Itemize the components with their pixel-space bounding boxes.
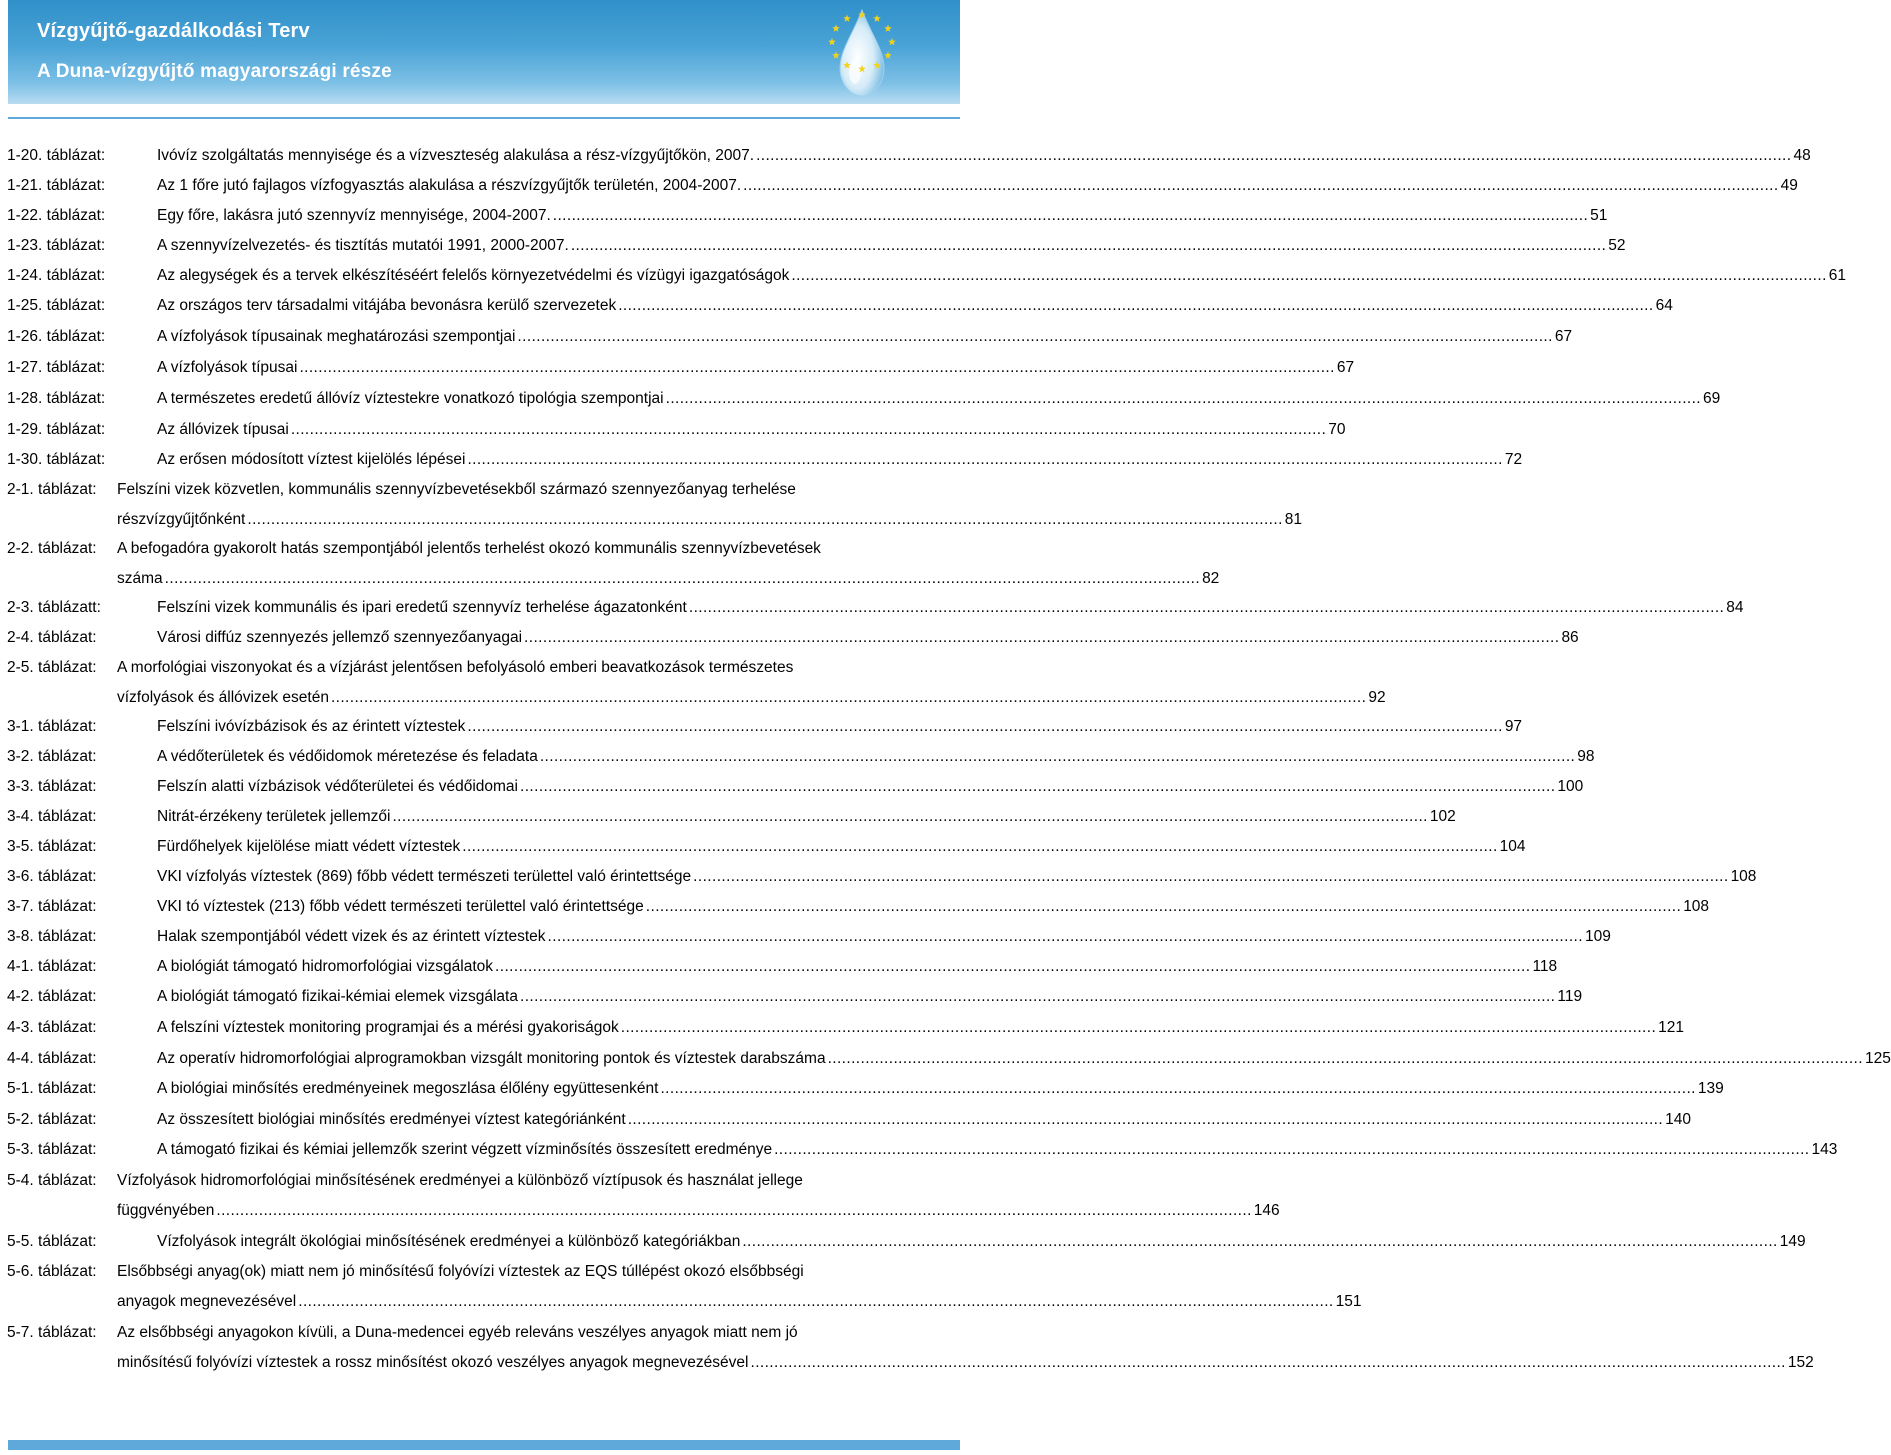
toc-entry-title: függvényében bbox=[117, 1202, 215, 1219]
toc-entry[interactable] bbox=[7, 450, 1523, 470]
toc-entry[interactable] bbox=[7, 1323, 1814, 1373]
toc-entry-label: 1-22. táblázat: bbox=[7, 207, 106, 224]
dot-leader: ............................................................................................................................................................................................................................ bbox=[519, 988, 1556, 1005]
toc-entry-title: minősítésű folyóvízi víztestek a rossz minősítést okozó veszélyes anyagok megnevezésével bbox=[117, 1354, 749, 1371]
document-title: Vízgyűjtő-gazdálkodási Terv bbox=[37, 20, 310, 42]
toc-entry-title: A morfológiai viszonyokat és a vízjárást jelentősen befolyásoló emberi beavatkozások természetes bbox=[117, 659, 794, 676]
dot-leader: ............................................................................................................................................................................................................................ bbox=[774, 1141, 1810, 1158]
toc-entry-label: 1-23. táblázat: bbox=[7, 237, 106, 254]
toc-entry-page: 49 bbox=[1780, 177, 1798, 194]
toc-entry-title: Városi diffúz szennyezés jellemző szennyezőanyagai bbox=[157, 629, 523, 646]
dot-leader: ............................................................................................................................................................................................................................ bbox=[742, 1233, 1778, 1250]
toc-entry-title: A biológiát támogató hidromorfológiai vizsgálatok bbox=[157, 958, 494, 975]
dot-leader: ............................................................................................................................................................................................................................ bbox=[164, 570, 1201, 587]
toc-entry-title: Vízfolyások integrált ökológiai minősítésének eredményei a különböző kategóriákban bbox=[157, 1233, 741, 1250]
toc-entry-label: 4-2. táblázat: bbox=[7, 988, 97, 1005]
toc-entry-label: 2-4. táblázat: bbox=[7, 629, 97, 646]
toc-entry-title: száma bbox=[117, 570, 163, 587]
toc-entry[interactable] bbox=[7, 628, 1579, 648]
toc-entry[interactable] bbox=[7, 327, 1573, 347]
toc-entry[interactable] bbox=[7, 1140, 1838, 1160]
toc-entry-label: 3-1. táblázat: bbox=[7, 718, 97, 735]
dot-leader: ............................................................................................................................................................................................................................ bbox=[330, 689, 1367, 706]
dot-leader: ............................................................................................................................................................................................................................ bbox=[392, 808, 1428, 825]
toc-entry-page: 48 bbox=[1793, 147, 1811, 164]
toc-entry-page: 125 bbox=[1864, 1050, 1891, 1067]
toc-entry[interactable] bbox=[7, 1262, 1362, 1312]
toc-entry[interactable] bbox=[7, 957, 1558, 977]
toc-entry-title: A vízfolyások típusainak meghatározási szempontjai bbox=[157, 328, 516, 345]
toc-entry-page: 104 bbox=[1499, 838, 1526, 855]
toc-entry[interactable] bbox=[7, 807, 1456, 827]
toc-entry-page: 100 bbox=[1557, 778, 1584, 795]
toc-entry-label: 3-7. táblázat: bbox=[7, 898, 97, 915]
toc-entry-label: 3-6. táblázat: bbox=[7, 868, 97, 885]
dot-leader: ............................................................................................................................................................................................................................ bbox=[462, 838, 1498, 855]
toc-entry[interactable] bbox=[7, 897, 1710, 917]
toc-entry[interactable] bbox=[7, 717, 1523, 737]
dot-leader: ............................................................................................................................................................................................................................ bbox=[645, 898, 1682, 915]
toc-entry-page: 69 bbox=[1703, 390, 1721, 407]
toc-entry[interactable] bbox=[7, 1049, 1891, 1069]
toc-entry[interactable] bbox=[7, 1018, 1685, 1038]
toc-entry-page: 121 bbox=[1658, 1019, 1685, 1036]
toc-entry[interactable] bbox=[7, 1171, 1280, 1221]
dot-leader: ............................................................................................................................................................................................................................ bbox=[627, 1111, 1664, 1128]
toc-entry-title: vízfolyások és állóvizek esetén bbox=[117, 689, 329, 706]
toc-entry-page: 98 bbox=[1577, 748, 1595, 765]
toc-entry-page: 61 bbox=[1828, 267, 1847, 284]
toc-entry-label: 4-4. táblázat: bbox=[7, 1050, 97, 1067]
toc-entry-page: 108 bbox=[1730, 868, 1757, 885]
toc-entry-page: 81 bbox=[1284, 511, 1303, 528]
toc-entry-label: 1-21. táblázat: bbox=[7, 177, 106, 194]
toc-entry-label: 4-1. táblázat: bbox=[7, 958, 97, 975]
toc-entry-label: 5-7. táblázat: bbox=[7, 1324, 97, 1341]
toc-entry[interactable] bbox=[7, 867, 1757, 887]
dot-leader: ............................................................................................................................................................................................................................ bbox=[467, 718, 1503, 735]
toc-entry-title: Nitrát-érzékeny területek jellemzői bbox=[157, 808, 391, 825]
toc-entry-label: 1-28. táblázat: bbox=[7, 390, 106, 407]
toc-entry-title: A biológiai minősítés eredményeinek megoszlása élőlény együttesenként bbox=[157, 1080, 659, 1097]
toc-entry-label: 4-3. táblázat: bbox=[7, 1019, 97, 1036]
dot-leader: ............................................................................................................................................................................................................................ bbox=[693, 868, 1729, 885]
toc-entry-page: 70 bbox=[1328, 421, 1346, 438]
dot-leader: ............................................................................................................................................................................................................................ bbox=[620, 1019, 1657, 1036]
toc-entry-page: 92 bbox=[1368, 689, 1386, 706]
toc-entry-label: 2-3. táblázatt: bbox=[7, 599, 101, 616]
toc-entry[interactable] bbox=[7, 206, 1608, 226]
toc-entry-label: 2-2. táblázat: bbox=[7, 540, 97, 557]
toc-entry-label: 5-3. táblázat: bbox=[7, 1141, 97, 1158]
toc-entry-page: 67 bbox=[1336, 359, 1355, 376]
dot-leader: ............................................................................................................................................................................................................................ bbox=[756, 147, 1792, 164]
toc-entry-title: VKI tó víztestek (213) főbb védett természeti területtel való érintettsége bbox=[157, 898, 644, 915]
toc-entry[interactable] bbox=[7, 777, 1584, 797]
toc-entry[interactable] bbox=[7, 658, 1386, 708]
toc-entry-page: 143 bbox=[1811, 1141, 1838, 1158]
toc-entry-title: A természetes eredetű állóvíz víztestekre vonatkozó tipológia szempontjai bbox=[157, 390, 664, 407]
dot-leader: ............................................................................................................................................................................................................................ bbox=[827, 1050, 1863, 1067]
toc-entry-page: 118 bbox=[1532, 958, 1558, 975]
toc-entry-page: 82 bbox=[1202, 570, 1220, 587]
toc-entry-page: 102 bbox=[1429, 808, 1456, 825]
dot-leader: ............................................................................................................................................................................................................................ bbox=[552, 207, 1589, 224]
dot-leader: ............................................................................................................................................................................................................................ bbox=[660, 1080, 1696, 1097]
toc-entry[interactable] bbox=[7, 480, 1303, 530]
dot-leader: ............................................................................................................................................................................................................................ bbox=[524, 629, 1560, 646]
toc-entry-title: Felszíni vizek kommunális és ipari eredetű szennyvíz terhelése ágazatonként bbox=[157, 599, 687, 616]
toc-entry-page: 108 bbox=[1683, 898, 1710, 915]
toc-entry-label: 3-3. táblázat: bbox=[7, 778, 97, 795]
toc-entry[interactable] bbox=[7, 236, 1626, 256]
dot-leader: ............................................................................................................................................................................................................................ bbox=[570, 237, 1607, 254]
toc-entry-label: 5-2. táblázat: bbox=[7, 1111, 97, 1128]
toc-entry-label: 5-5. táblázat: bbox=[7, 1233, 97, 1250]
toc-entry-page: 139 bbox=[1697, 1080, 1724, 1097]
dot-leader: ............................................................................................................................................................................................................................ bbox=[298, 1293, 1334, 1310]
toc-entry-label: 5-1. táblázat: bbox=[7, 1080, 97, 1097]
dot-leader: ............................................................................................................................................................................................................................ bbox=[216, 1202, 1252, 1219]
toc-entry[interactable] bbox=[7, 146, 1811, 166]
dot-leader: ............................................................................................................................................................................................................................ bbox=[495, 958, 1531, 975]
dot-leader: ............................................................................................................................................................................................................................ bbox=[547, 928, 1583, 945]
toc-entry-page: 72 bbox=[1504, 451, 1523, 468]
toc-entry-title: Ivóvíz szolgáltatás mennyisége és a vízveszteség alakulása a rész-vízgyűjtőkön, 2007. bbox=[157, 147, 755, 164]
toc-entry-title: A befogadóra gyakorolt hatás szempontjából jelentős terhelést okozó kommunális szennyvízbevetések bbox=[117, 540, 821, 557]
toc-entry-title: A támogató fizikai és kémiai jellemzők szerint végzett vízminősítés összesített eredménye bbox=[157, 1141, 773, 1158]
toc-entry-title: Egy főre, lakásra jutó szennyvíz mennyisége, 2004-2007. bbox=[157, 207, 551, 224]
toc-entry[interactable] bbox=[7, 1079, 1724, 1099]
toc-entry[interactable] bbox=[7, 747, 1595, 767]
dot-leader: ............................................................................................................................................................................................................................ bbox=[290, 421, 1327, 438]
footer-rule bbox=[8, 1440, 960, 1450]
toc-entry[interactable] bbox=[7, 176, 1798, 196]
toc-entry-title: A vízfolyások típusai bbox=[157, 359, 298, 376]
dot-leader: ............................................................................................................................................................................................................................ bbox=[539, 748, 1576, 765]
toc-entry-label: 1-25. táblázat: bbox=[7, 297, 106, 314]
toc-entry[interactable] bbox=[7, 389, 1721, 409]
toc-entry-title: A felszíni víztestek monitoring programjai és a mérési gyakoriságok bbox=[157, 1019, 619, 1036]
dot-leader: ............................................................................................................................................................................................................................ bbox=[517, 328, 1553, 345]
toc-entry[interactable] bbox=[7, 927, 1611, 947]
toc-entry[interactable] bbox=[7, 539, 1220, 589]
toc-entry-page: 149 bbox=[1779, 1233, 1806, 1250]
toc-entry[interactable] bbox=[7, 837, 1526, 857]
toc-entry-title: VKI vízfolyás víztestek (869) főbb védett természeti területtel való érintettsége bbox=[157, 868, 692, 885]
toc-entry-title: Az országos terv társadalmi vitájába bevonásra kerülő szervezetek bbox=[157, 297, 617, 314]
toc-entry-title: Felszíni vizek közvetlen, kommunális szennyvízbevetésekből származó szennyezőanyag terhelése bbox=[117, 481, 796, 498]
toc-entry-page: 52 bbox=[1608, 237, 1626, 254]
toc-entry-label: 1-26. táblázat: bbox=[7, 328, 106, 345]
toc-entry-label: 5-4. táblázat: bbox=[7, 1172, 97, 1189]
toc-entry[interactable] bbox=[7, 296, 1673, 316]
toc-entry-label: 3-5. táblázat: bbox=[7, 838, 97, 855]
toc-entry-title: Felszíni ivóvízbázisok és az érintett víztestek bbox=[157, 718, 466, 735]
toc-entry-title: Az operatív hidromorfológiai alprogramokban vizsgált monitoring pontok és víztestek darabszáma bbox=[157, 1050, 826, 1067]
toc-entry-label: 2-5. táblázat: bbox=[7, 659, 97, 676]
toc-entry-title: Elsőbbségi anyag(ok) miatt nem jó minősítésű folyóvízi víztestek az EQS túllépést okozó elsőbbségi bbox=[117, 1263, 804, 1280]
toc-entry-title: Az erősen módosított víztest kijelölés lépései bbox=[157, 451, 466, 468]
toc-entry-title: Az összesített biológiai minősítés eredményei víztest kategóriánként bbox=[157, 1111, 626, 1128]
toc-entry-label: 3-4. táblázat: bbox=[7, 808, 97, 825]
toc-entry[interactable] bbox=[7, 1232, 1806, 1252]
toc-entry[interactable] bbox=[7, 987, 1583, 1007]
dot-leader: ............................................................................................................................................................................................................................ bbox=[299, 359, 1335, 376]
toc-entry-title: Halak szempontjából védett vizek és az érintett víztestek bbox=[157, 928, 546, 945]
toc-entry-page: 109 bbox=[1584, 928, 1611, 945]
toc-entry-title: Az 1 főre jutó fajlagos vízfogyasztás alakulása a részvízgyűjtők területén, 2004-2007. bbox=[157, 177, 742, 194]
toc-entry-label: 1-27. táblázat: bbox=[7, 359, 106, 376]
toc-entry-page: 86 bbox=[1561, 629, 1579, 646]
toc-entry-title: részvízgyűjtőnként bbox=[117, 511, 246, 528]
toc-entry-page: 64 bbox=[1655, 297, 1673, 314]
toc-entry-page: 140 bbox=[1665, 1111, 1691, 1128]
document-subtitle: A Duna-vízgyűjtő magyarországi része bbox=[37, 61, 392, 82]
toc-entry-title: Az alegységek és a tervek elkészítéséért felelős környezetvédelmi és vízügyi igazgatóságok bbox=[157, 267, 790, 284]
dot-leader: ............................................................................................................................................................................................................................ bbox=[750, 1354, 1786, 1371]
dot-leader: ............................................................................................................................................................................................................................ bbox=[618, 297, 1654, 314]
toc-entry-title: Fürdőhelyek kijelölése miatt védett víztestek bbox=[157, 838, 461, 855]
toc-entry-label: 3-8. táblázat: bbox=[7, 928, 97, 945]
toc-entry-page: 152 bbox=[1787, 1354, 1814, 1371]
toc-entry-page: 97 bbox=[1504, 718, 1523, 735]
dot-leader: ............................................................................................................................................................................................................................ bbox=[791, 267, 1827, 284]
toc-entry-title: Az állóvizek típusai bbox=[157, 421, 289, 438]
toc-entry-title: A szennyvízelvezetés- és tisztítás mutatói 1991, 2000-2007. bbox=[157, 237, 569, 254]
toc-entry-label: 1-30. táblázat: bbox=[7, 451, 106, 468]
toc-entry-label: 1-29. táblázat: bbox=[7, 421, 106, 438]
toc-entry[interactable] bbox=[7, 420, 1346, 440]
toc-entry-page: 67 bbox=[1554, 328, 1573, 345]
toc-entry-page: 84 bbox=[1726, 599, 1744, 616]
dot-leader: ............................................................................................................................................................................................................................ bbox=[688, 599, 1725, 616]
toc-entry-page: 151 bbox=[1335, 1293, 1362, 1310]
toc-entry-page: 146 bbox=[1253, 1202, 1280, 1219]
toc-entry-title: A védőterületek és védőidomok méretezése és feladata bbox=[157, 748, 538, 765]
toc-entry-title: Felszín alatti vízbázisok védőterületei és védőidomai bbox=[157, 778, 518, 795]
toc-entry-label: 3-2. táblázat: bbox=[7, 748, 97, 765]
dot-leader: ............................................................................................................................................................................................................................ bbox=[467, 451, 1503, 468]
dot-leader: ............................................................................................................................................................................................................................ bbox=[665, 390, 1702, 407]
toc-entry-label: 2-1. táblázat: bbox=[7, 481, 97, 498]
toc-entry[interactable] bbox=[7, 598, 1744, 618]
toc-entry-title: Vízfolyások hidromorfológiai minősítésének eredményei a különböző víztípusok és használat jellege bbox=[117, 1172, 803, 1189]
toc-entry-page: 119 bbox=[1557, 988, 1583, 1005]
toc-entry[interactable] bbox=[7, 1110, 1691, 1130]
toc-entry[interactable] bbox=[7, 358, 1355, 378]
toc-entry-title: A biológiát támogató fizikai-kémiai elemek vizsgálata bbox=[157, 988, 518, 1005]
toc-entry-label: 1-24. táblázat: bbox=[7, 267, 106, 284]
toc-entry-label: 1-20. táblázat: bbox=[7, 147, 106, 164]
dot-leader: ............................................................................................................................................................................................................................ bbox=[520, 778, 1556, 795]
dot-leader: ............................................................................................................................................................................................................................ bbox=[743, 177, 1779, 194]
toc-entry-title: Az elsőbbségi anyagokon kívüli, a Duna-medencei egyéb releváns veszélyes anyagok miatt nem jó bbox=[117, 1324, 798, 1341]
toc-entry-page: 51 bbox=[1590, 207, 1608, 224]
toc-entry-label: 5-6. táblázat: bbox=[7, 1263, 97, 1280]
dot-leader: ............................................................................................................................................................................................................................ bbox=[247, 511, 1283, 528]
toc-entry-title: anyagok megnevezésével bbox=[117, 1293, 297, 1310]
toc-entry[interactable] bbox=[7, 266, 1847, 286]
